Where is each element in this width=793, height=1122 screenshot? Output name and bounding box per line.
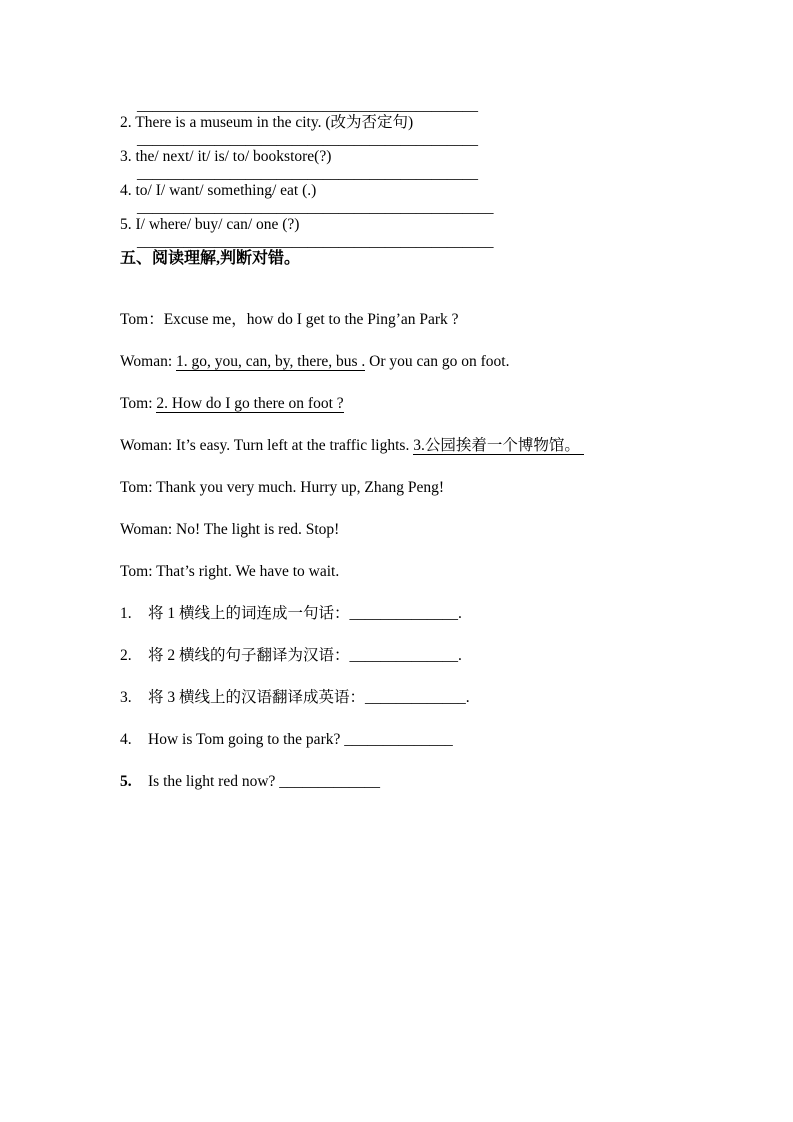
reading-section bbox=[120, 250, 723, 790]
dialogue-text: Tom: That’s right. We have to wait. bbox=[120, 563, 340, 580]
dialogue-line-4 bbox=[120, 437, 723, 454]
dialogue-text: Woman: bbox=[120, 353, 177, 370]
underlined-segment-3: 3.公园挨着一个博物馆。 bbox=[413, 437, 584, 454]
underlined-segment-2: 2. How do I go there on foot ? bbox=[156, 395, 344, 412]
rewrite-item-4: 4. to/ I/ want/ something/ eat (.) bbox=[120, 182, 317, 199]
dialogue-line-1 bbox=[120, 311, 723, 328]
question-number: 4. bbox=[120, 731, 132, 748]
question-line-1 bbox=[120, 605, 723, 622]
question-number: 1. bbox=[120, 605, 132, 622]
question-line-2 bbox=[120, 647, 723, 664]
dialogue-line-3 bbox=[120, 395, 723, 412]
question-text: How is Tom going to the park? ______________ bbox=[148, 731, 453, 748]
question-text: Is the light red now? _____________ bbox=[148, 773, 381, 790]
answer-blank-line: ____________________________________________ bbox=[137, 165, 478, 182]
underlined-segment-1: 1. go, you, can, by, there, bus . bbox=[176, 353, 366, 370]
answer-blank-line: ______________________________________________ bbox=[137, 233, 494, 250]
dialogue-text: Or you can go on foot. bbox=[365, 353, 510, 370]
dialogue-text: Tom: bbox=[120, 395, 157, 412]
rewrite-item-5: 5. I/ where/ buy/ can/ one (?) bbox=[120, 216, 300, 233]
dialogue-text: Woman: No! The light is red. Stop! bbox=[120, 521, 340, 538]
dialogue-text: Woman: It’s easy. Turn left at the traffic lights. bbox=[120, 437, 414, 454]
question-number: 2. bbox=[120, 647, 132, 664]
dialogue-line-2 bbox=[120, 353, 723, 370]
question-number: 5. bbox=[120, 773, 132, 790]
question-line-3 bbox=[120, 689, 723, 706]
question-line-4 bbox=[120, 731, 723, 748]
dialogue-line-6 bbox=[120, 521, 723, 538]
sentence-rewrite-section bbox=[120, 97, 723, 250]
dialogue-line-5 bbox=[120, 479, 723, 496]
rewrite-item-3: 3. the/ next/ it/ is/ to/ bookstore(?) bbox=[120, 148, 332, 165]
dialogue-line-7 bbox=[120, 563, 723, 580]
answer-blank-line: ______________________________________________ bbox=[137, 199, 494, 216]
question-number: 3. bbox=[120, 689, 132, 706]
question-text: 将 3 横线上的汉语翻译成英语：_____________. bbox=[148, 689, 470, 706]
dialogue-text: Tom：Excuse me，how do I get to the Ping’an Park ? bbox=[120, 311, 459, 328]
question-text: 将 2 横线的句子翻译为汉语：______________. bbox=[148, 647, 462, 664]
answer-blank-line: ____________________________________________ bbox=[137, 131, 478, 148]
question-text: 将 1 横线上的词连成一句话：______________. bbox=[148, 605, 462, 622]
answer-blank-line: ____________________________________________ bbox=[137, 97, 478, 114]
dialogue-text: Tom: Thank you very much. Hurry up, Zhang Peng! bbox=[120, 479, 445, 496]
rewrite-item-2: 2. There is a museum in the city. (改为否定句) bbox=[120, 114, 414, 131]
section-heading: 五、阅读理解,判断对错。 bbox=[120, 250, 301, 267]
question-line-5 bbox=[120, 773, 723, 790]
